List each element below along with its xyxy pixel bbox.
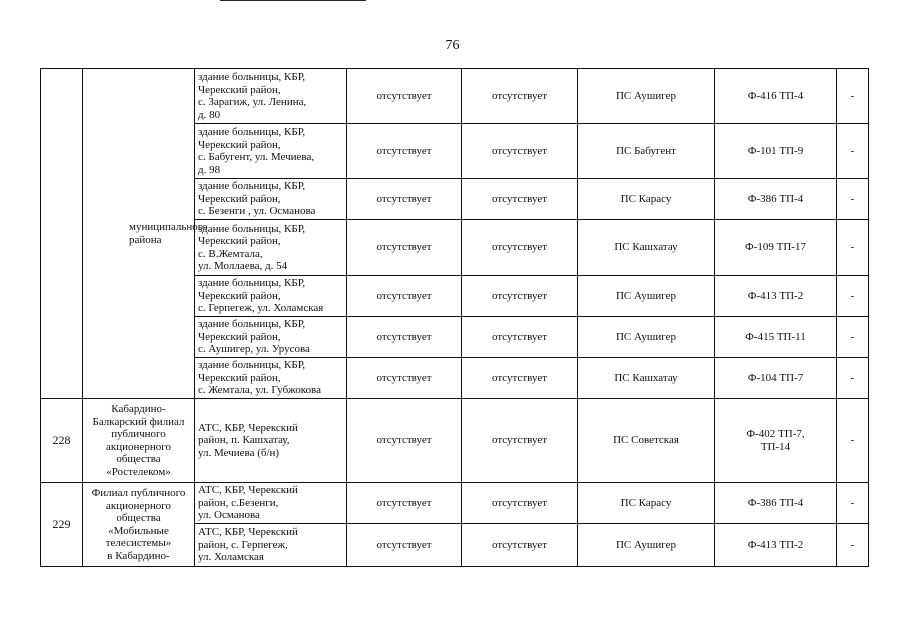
- feeder-cell: Ф-386 ТП-4: [715, 483, 837, 524]
- page-number: 76: [445, 38, 460, 53]
- column-5-value: отсутствует: [462, 179, 578, 220]
- substation-cell: ПС Кашхатау: [578, 358, 715, 399]
- object-address: АТС, КБР, Черекский район, п. Кашхатау, ул. Мечиева (б/н): [195, 399, 347, 483]
- substation-cell: ПС Аушигер: [578, 524, 715, 567]
- feeder-cell: Ф-413 ТП-2: [715, 524, 837, 567]
- substation-cell: ПС Карасу: [578, 483, 715, 524]
- object-address: здание больницы, КБР, Черекский район, с. Аушигер, ул. Урусова: [195, 317, 347, 358]
- feeder-cell: Ф-402 ТП-7, ТП-14: [715, 399, 837, 483]
- dash-cell: -: [837, 179, 869, 220]
- column-4-value: отсутствует: [347, 524, 462, 567]
- dash-cell: -: [837, 317, 869, 358]
- table-row: [41, 69, 869, 124]
- table-row: [41, 399, 869, 483]
- column-5-value: отсутствует: [462, 220, 578, 276]
- dash-cell: -: [837, 69, 869, 124]
- dash-cell: -: [837, 124, 869, 179]
- column-4-value: отсутствует: [347, 358, 462, 399]
- column-4-value: отсутствует: [347, 220, 462, 276]
- feeder-cell: Ф-415 ТП-11: [715, 317, 837, 358]
- feeder-cell: Ф-109 ТП-17: [715, 220, 837, 276]
- row-number: 229: [41, 483, 83, 567]
- substation-cell: ПС Аушигер: [578, 276, 715, 317]
- object-address: АТС, КБР, Черекский район, с. Герпегеж, ул. Холамская: [195, 524, 347, 567]
- column-5-value: отсутствует: [462, 124, 578, 179]
- dash-cell: -: [837, 524, 869, 567]
- feeder-cell: Ф-386 ТП-4: [715, 179, 837, 220]
- object-address: АТС, КБР, Черекский район, с.Безенги, ул. Османова: [195, 483, 347, 524]
- object-address: здание больницы, КБР, Черекский район, с. Жемтала, ул. Губжокова: [195, 358, 347, 399]
- dash-cell: -: [837, 483, 869, 524]
- substation-cell: ПС Аушигер: [578, 69, 715, 124]
- object-address: здание больницы, КБР, Черекский район, с. Герпегеж, ул. Холамская: [195, 276, 347, 317]
- column-4-value: отсутствует: [347, 69, 462, 124]
- column-5-value: отсутствует: [462, 483, 578, 524]
- dash-cell: -: [837, 220, 869, 276]
- dash-cell: -: [837, 399, 869, 483]
- column-4-value: отсутствует: [347, 317, 462, 358]
- column-5-value: отсутствует: [462, 524, 578, 567]
- feeder-cell: Ф-413 ТП-2: [715, 276, 837, 317]
- organization-name: Кабардино- Балкарский филиал публичного акционерного общества «Ростелеком»: [83, 399, 195, 483]
- column-4-value: отсутствует: [347, 179, 462, 220]
- object-address: здание больницы, КБР, Черекский район, с. Зарагиж, ул. Ленина, д. 80: [195, 69, 347, 124]
- column-4-value: отсутствует: [347, 276, 462, 317]
- column-5-value: отсутствует: [462, 317, 578, 358]
- feeder-cell: Ф-104 ТП-7: [715, 358, 837, 399]
- dash-cell: -: [837, 358, 869, 399]
- column-5-value: отсутствует: [462, 358, 578, 399]
- object-address: здание больницы, КБР, Черекский район, с. В.Жемтала, ул. Моллаева, д. 54: [195, 220, 347, 276]
- substation-cell: ПС Бабугент: [578, 124, 715, 179]
- substation-cell: ПС Советская: [578, 399, 715, 483]
- header-rule: [220, 0, 366, 1]
- column-4-value: отсутствует: [347, 399, 462, 483]
- row-number: [41, 69, 83, 399]
- dash-cell: -: [837, 276, 869, 317]
- object-address: здание больницы, КБР, Черекский район, с. Безенги , ул. Османова: [195, 179, 347, 220]
- column-5-value: отсутствует: [462, 399, 578, 483]
- substation-cell: ПС Кашхатау: [578, 220, 715, 276]
- column-4-value: отсутствует: [347, 124, 462, 179]
- registry-table: [40, 68, 869, 567]
- table-row: [41, 483, 869, 524]
- column-5-value: отсутствует: [462, 276, 578, 317]
- column-5-value: отсутствует: [462, 69, 578, 124]
- substation-cell: ПС Аушигер: [578, 317, 715, 358]
- object-address: здание больницы, КБР, Черекский район, с. Бабугент, ул. Мечиева, д. 98: [195, 124, 347, 179]
- feeder-cell: Ф-416 ТП-4: [715, 69, 837, 124]
- column-4-value: отсутствует: [347, 483, 462, 524]
- feeder-cell: Ф-101 ТП-9: [715, 124, 837, 179]
- row-number: 228: [41, 399, 83, 483]
- substation-cell: ПС Карасу: [578, 179, 715, 220]
- organization-name: муниципального района: [83, 69, 195, 399]
- organization-name: Филиал публичного акционерного общества «Мобильные телесистемы» в Кабардино-: [83, 483, 195, 567]
